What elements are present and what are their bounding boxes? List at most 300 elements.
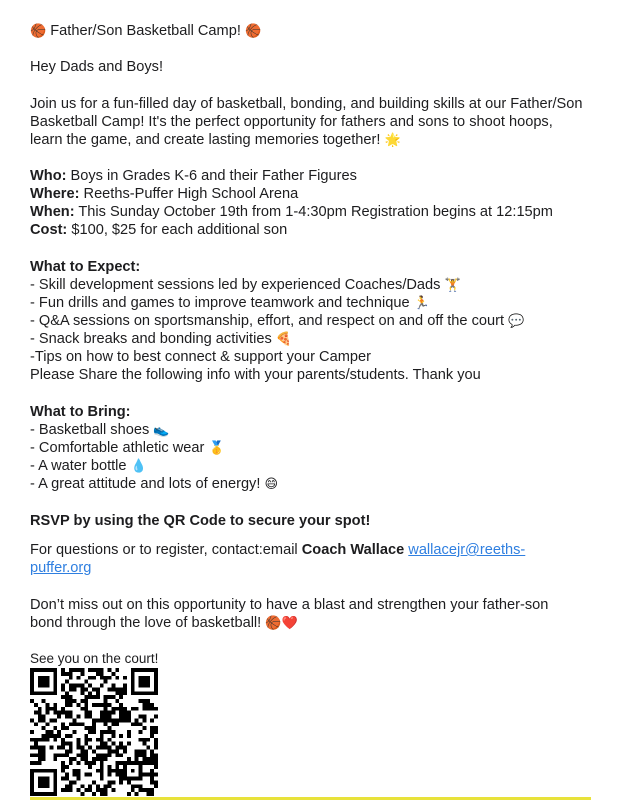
qr-module: [150, 707, 154, 711]
basketball-icon: 🏀: [244, 24, 262, 39]
qr-module: [142, 757, 146, 761]
qr-module: [119, 780, 123, 784]
qr-module: [111, 695, 115, 699]
qr-module: [46, 703, 50, 707]
qr-module: [104, 718, 108, 722]
bring-heading-text: What to Bring:: [30, 404, 131, 420]
qr-module: [115, 773, 119, 777]
qr-module: [61, 687, 65, 691]
qr-module: [111, 672, 115, 676]
qr-module: [123, 707, 127, 711]
share-note: Please Share the following info with your parents/students. Thank you: [30, 367, 481, 383]
qr-module: [69, 715, 73, 719]
qr-module: [115, 687, 119, 691]
qr-module: [88, 730, 92, 734]
qr-module: [61, 788, 65, 792]
medal-icon: 🥇: [208, 441, 225, 456]
qr-module: [123, 715, 127, 719]
qr-module: [100, 757, 104, 761]
qr-module: [142, 703, 146, 707]
qr-module: [100, 668, 104, 672]
qr-module: [142, 738, 146, 742]
qr-module: [84, 753, 88, 757]
qr-module: [57, 746, 61, 750]
qr-module: [38, 753, 42, 757]
qr-module: [65, 726, 69, 730]
closing-line-1: Don’t miss out on this opportunity to have a blast and strengthen your father-son: [30, 597, 549, 613]
bring-item: [30, 421, 170, 441]
qr-module: [135, 722, 139, 726]
qr-module: [96, 753, 100, 757]
qr-module: [77, 722, 81, 726]
qr-module: [146, 707, 150, 711]
qr-module: [115, 707, 119, 711]
qr-module: [119, 711, 123, 715]
qr-module: [73, 757, 77, 761]
expect-item: [30, 312, 524, 332]
qr-module: [150, 788, 154, 792]
qr-module: [92, 780, 96, 784]
qr-module: [142, 761, 146, 765]
qr-module: [154, 773, 158, 777]
qr-module: [142, 715, 146, 719]
qr-module: [88, 788, 92, 792]
qr-module: [142, 718, 146, 722]
qr-module: [139, 749, 143, 753]
qr-module: [84, 734, 88, 738]
qr-module: [96, 738, 100, 742]
expect-heading: [30, 258, 140, 277]
qr-module: [88, 746, 92, 750]
qr-module: [84, 711, 88, 715]
qr-module: [34, 742, 38, 746]
qr-module: [80, 684, 84, 688]
qr-module: [142, 788, 146, 792]
qr-module: [119, 715, 123, 719]
qr-module: [115, 769, 119, 773]
qr-module: [30, 746, 34, 750]
qr-module: [77, 715, 81, 719]
expect-item-text: - Q&A sessions on sportsmanship, effort, and respect on and off the court: [30, 313, 505, 329]
qr-module: [123, 684, 127, 688]
qr-module: [69, 788, 73, 792]
qr-module: [69, 784, 73, 788]
qr-module: [100, 684, 104, 688]
qr-module: [104, 707, 108, 711]
qr-module: [154, 757, 158, 761]
qr-module: [119, 746, 123, 750]
qr-module: [73, 773, 77, 777]
qr-module: [108, 746, 112, 750]
qr-module: [111, 788, 115, 792]
qr-module: [142, 742, 146, 746]
qr-module: [88, 761, 92, 765]
qr-module: [108, 749, 112, 753]
qr-module: [53, 726, 57, 730]
qr-module: [77, 788, 81, 792]
qr-module: [69, 684, 73, 688]
qr-module: [42, 749, 46, 753]
qr-module: [142, 773, 146, 777]
qr-module: [84, 773, 88, 777]
expect-item: -Tips on how to best connect & support your Camper: [30, 349, 371, 365]
qr-module: [65, 742, 69, 746]
qr-module: [115, 691, 119, 695]
qr-module: [30, 718, 34, 722]
qr-module: [108, 738, 112, 742]
qr-module: [61, 668, 65, 672]
qr-module: [96, 788, 100, 792]
qr-module: [92, 676, 96, 680]
qr-module: [73, 769, 77, 773]
qr-module: [46, 738, 50, 742]
qr-module: [100, 711, 104, 715]
email-link-continued: [30, 559, 91, 578]
qr-module: [92, 757, 96, 761]
signoff: See you on the court!: [30, 651, 159, 666]
qr-module: [88, 784, 92, 788]
qr-module: [84, 742, 88, 746]
qr-module: [92, 792, 96, 796]
qr-module: [61, 684, 65, 688]
qr-module: [135, 718, 139, 722]
rsvp-text: RSVP by using the QR Code to secure your spot!: [30, 513, 371, 529]
qr-module: [111, 711, 115, 715]
qr-module: [34, 703, 38, 707]
qr-module: [77, 746, 81, 750]
bring-item-text: - A great attitude and lots of energy!: [30, 476, 261, 492]
qr-module: [92, 668, 96, 672]
qr-module: [88, 668, 92, 672]
qr-module: [61, 777, 65, 781]
qr-code-icon[interactable]: [30, 668, 158, 796]
qr-module: [80, 749, 84, 753]
qr-module: [34, 711, 38, 715]
email-link[interactable]: wallacejr@reeths-: [408, 542, 526, 558]
qr-module: [57, 753, 61, 757]
qr-module: [69, 742, 73, 746]
when-value: This Sunday October 19th from 1-4:30pm Registration begins at 12:15pm: [78, 204, 553, 220]
qr-module: [139, 753, 143, 757]
qr-module: [150, 749, 154, 753]
title: [30, 22, 261, 42]
contact-prefix: For questions or to register, contact:email: [30, 542, 298, 558]
qr-module: [42, 699, 46, 703]
qr-module: [154, 746, 158, 750]
expect-item: [30, 330, 292, 350]
qr-module: [111, 687, 115, 691]
qr-module: [30, 730, 34, 734]
qr-module: [123, 691, 127, 695]
qr-module: [123, 676, 127, 680]
qr-module: [100, 742, 104, 746]
qr-module: [123, 746, 127, 750]
qr-module: [104, 757, 108, 761]
qr-module: [108, 726, 112, 730]
intro-line-1: Join us for a fun-filled day of basketball, bonding, and building skills at our Father/Son: [30, 96, 583, 112]
qr-module: [84, 687, 88, 691]
qr-module: [84, 703, 88, 707]
qr-module: [154, 780, 158, 784]
qr-module: [142, 749, 146, 753]
qr-module: [80, 757, 84, 761]
qr-module: [88, 691, 92, 695]
qr-module: [96, 668, 100, 672]
qr-module: [38, 711, 42, 715]
qr-module: [69, 749, 73, 753]
qr-module: [119, 691, 123, 695]
qr-module: [146, 792, 150, 796]
qr-module: [38, 718, 42, 722]
qr-module: [65, 734, 69, 738]
qr-module: [69, 672, 73, 676]
qr-module: [80, 722, 84, 726]
qr-module: [108, 780, 112, 784]
qr-module: [96, 703, 100, 707]
sparkle-icon: 🌟: [384, 133, 401, 148]
qr-module: [150, 757, 154, 761]
qr-module: [139, 722, 143, 726]
qr-module: [108, 711, 112, 715]
bring-item: [30, 457, 147, 477]
qr-module: [104, 722, 108, 726]
qr-module: [69, 676, 73, 680]
qr-module: [115, 749, 119, 753]
qr-module: [38, 715, 42, 719]
qr-module: [96, 746, 100, 750]
qr-module: [123, 749, 127, 753]
qr-module: [65, 680, 69, 684]
qr-module: [65, 788, 69, 792]
qr-module: [92, 749, 96, 753]
qr-module: [108, 753, 112, 757]
qr-module: [42, 734, 46, 738]
qr-module: [104, 742, 108, 746]
qr-module: [84, 788, 88, 792]
qr-module: [108, 730, 112, 734]
qr-module: [104, 676, 108, 680]
qr-module: [100, 703, 104, 707]
qr-module: [73, 722, 77, 726]
greeting: Hey Dads and Boys!: [30, 59, 164, 75]
qr-module: [150, 769, 154, 773]
qr-module: [84, 738, 88, 742]
qr-module: [135, 753, 139, 757]
qr-module: [111, 718, 115, 722]
qr-module: [42, 757, 46, 761]
expect-item-text: - Fun drills and games to improve teamwork and technique: [30, 295, 410, 311]
qr-module: [127, 792, 131, 796]
qr-module: [96, 691, 100, 695]
qr-module: [108, 784, 112, 788]
pizza-icon: 🍕: [275, 332, 292, 347]
qr-module: [92, 726, 96, 730]
qr-module: [30, 699, 34, 703]
qr-module: [96, 687, 100, 691]
qr-module: [142, 699, 146, 703]
qr-module: [146, 788, 150, 792]
qr-module: [88, 684, 92, 688]
qr-module: [100, 734, 104, 738]
rsvp-line: [30, 512, 370, 531]
qr-module: [61, 761, 65, 765]
qr-module: [80, 687, 84, 691]
qr-module: [154, 715, 158, 719]
qr-module: [61, 765, 65, 769]
qr-module: [104, 730, 108, 734]
droplet-icon: 💧: [130, 459, 147, 474]
qr-module: [77, 769, 81, 773]
qr-module: [119, 773, 123, 777]
qr-module: [111, 780, 115, 784]
qr-module: [100, 746, 104, 750]
qr-module: [34, 738, 38, 742]
qr-module: [104, 715, 108, 719]
qr-module: [142, 726, 146, 730]
qr-module: [61, 711, 65, 715]
qr-module: [119, 734, 123, 738]
qr-module: [38, 738, 42, 742]
qr-module: [142, 753, 146, 757]
qr-module: [84, 726, 88, 730]
qr-module: [154, 761, 158, 765]
qr-module: [88, 738, 92, 742]
qr-module: [127, 780, 131, 784]
qr-module: [61, 726, 65, 730]
qr-module: [108, 765, 112, 769]
qr-module: [88, 765, 92, 769]
qr-module: [119, 687, 123, 691]
qr-module: [65, 784, 69, 788]
runner-icon: 🏃: [413, 296, 430, 311]
qr-module: [111, 742, 115, 746]
qr-module: [96, 718, 100, 722]
qr-module: [104, 788, 108, 792]
qr-module: [69, 780, 73, 784]
qr-module: [53, 757, 57, 761]
qr-module: [100, 769, 104, 773]
qr-module: [108, 668, 112, 672]
qr-module: [77, 742, 81, 746]
qr-module: [100, 718, 104, 722]
qr-module: [108, 695, 112, 699]
qr-module: [34, 753, 38, 757]
who-line: [30, 167, 357, 186]
qr-module: [154, 765, 158, 769]
qr-module: [131, 788, 135, 792]
qr-module: [80, 668, 84, 672]
qr-module: [108, 687, 112, 691]
qr-module: [127, 730, 131, 734]
qr-module: [100, 788, 104, 792]
qr-module: [38, 757, 42, 761]
when-label: When:: [30, 204, 75, 220]
qr-module: [53, 703, 57, 707]
qr-module: [88, 676, 92, 680]
qr-module: [69, 761, 73, 765]
cost-line: [30, 221, 287, 240]
qr-module: [119, 761, 123, 765]
qr-module: [46, 734, 50, 738]
qr-module: [65, 765, 69, 769]
qr-module: [150, 718, 154, 722]
qr-module: [84, 695, 88, 699]
qr-module: [139, 699, 143, 703]
qr-module: [150, 753, 154, 757]
qr-module: [65, 715, 69, 719]
qr-module: [84, 680, 88, 684]
qr-module: [100, 730, 104, 734]
qr-module: [61, 722, 65, 726]
qr-module: [135, 784, 139, 788]
qr-module: [108, 769, 112, 773]
when-line: [30, 203, 553, 222]
qr-module: [65, 773, 69, 777]
expect-heading-text: What to Expect:: [30, 259, 141, 275]
qr-module: [135, 792, 139, 796]
sneaker-icon: 👟: [153, 423, 170, 438]
qr-module: [61, 742, 65, 746]
qr-module: [115, 668, 119, 672]
qr-module: [65, 699, 69, 703]
qr-module: [131, 722, 135, 726]
qr-module: [123, 718, 127, 722]
qr-module: [119, 769, 123, 773]
qr-module: [154, 753, 158, 757]
qr-module: [123, 687, 127, 691]
qr-module: [115, 718, 119, 722]
qr-module: [61, 672, 65, 676]
qr-module: [53, 718, 57, 722]
qr-module: [131, 769, 135, 773]
qr-module: [80, 746, 84, 750]
qr-module: [73, 780, 77, 784]
qr-module: [104, 695, 108, 699]
qr-module: [69, 757, 73, 761]
qr-module: [80, 784, 84, 788]
qr-module: [154, 742, 158, 746]
qr-module: [73, 684, 77, 688]
qr-module: [42, 726, 46, 730]
qr-module: [88, 726, 92, 730]
qr-module: [100, 777, 104, 781]
qr-module: [146, 773, 150, 777]
qr-module: [77, 773, 81, 777]
qr-module: [111, 730, 115, 734]
bring-item-text: - Comfortable athletic wear: [30, 440, 205, 456]
qr-module: [92, 761, 96, 765]
qr-module: [135, 749, 139, 753]
qr-module: [100, 753, 104, 757]
qr-module: [65, 672, 69, 676]
intro-line-2: Basketball Camp! It's the perfect opportunity for fathers and sons to shoot hoops,: [30, 114, 553, 130]
qr-module: [92, 722, 96, 726]
email-link[interactable]: puffer.org: [30, 560, 92, 576]
qr-module: [77, 753, 81, 757]
bring-heading: [30, 403, 131, 422]
qr-module: [53, 711, 57, 715]
qr-module: [84, 757, 88, 761]
qr-module: [150, 773, 154, 777]
qr-module: [65, 777, 69, 781]
qr-module: [135, 757, 139, 761]
qr-module: [65, 711, 69, 715]
qr-module: [80, 691, 84, 695]
qr-module: [46, 722, 50, 726]
qr-module: [150, 734, 154, 738]
qr-module: [42, 753, 46, 757]
qr-module: [73, 687, 77, 691]
